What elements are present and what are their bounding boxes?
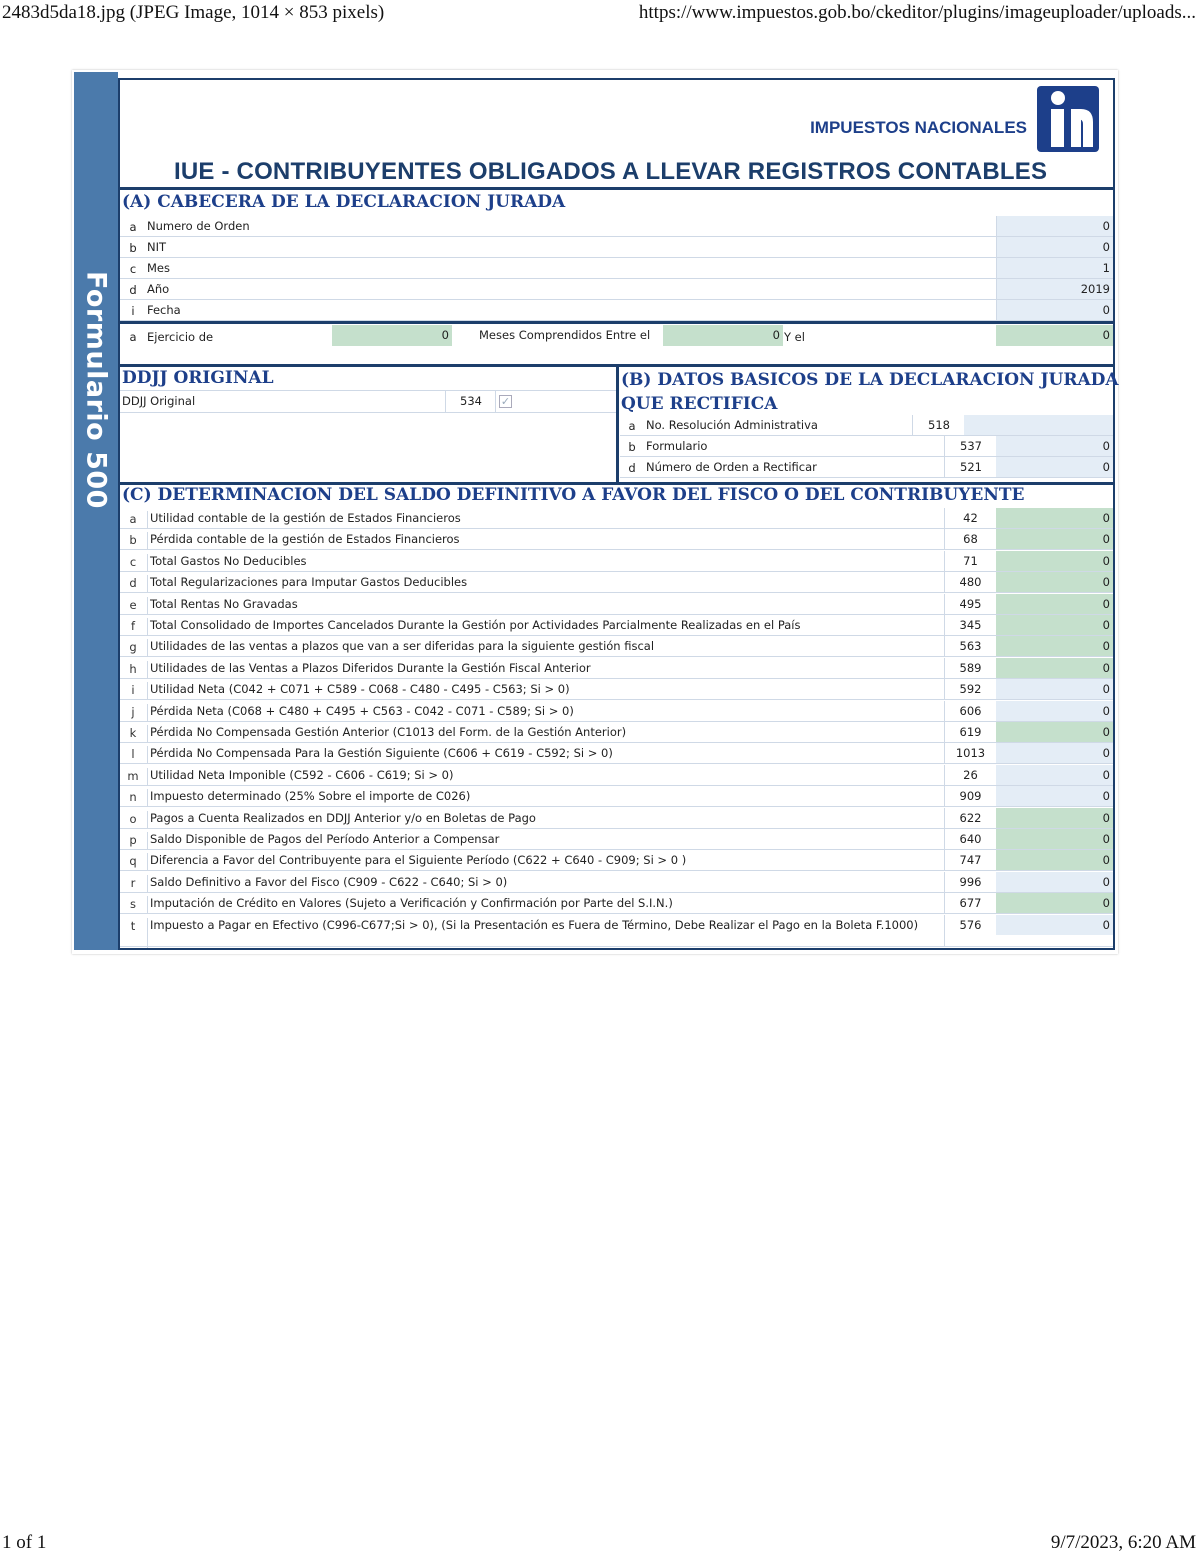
row-code: 42 xyxy=(944,508,996,529)
section-b-title xyxy=(621,368,1119,416)
form-content xyxy=(118,78,1119,950)
ejercicio-label: Ejercicio de xyxy=(147,330,214,344)
row-code: 622 xyxy=(944,808,996,829)
row-letter: o xyxy=(129,811,137,826)
row-letter: c xyxy=(129,554,137,569)
ddjj-label: DDJJ Original xyxy=(122,394,196,408)
determinacion-row xyxy=(120,893,1113,914)
row-value[interactable]: 0 xyxy=(996,572,1113,592)
row-label: Mes xyxy=(147,261,170,275)
row-letter: d xyxy=(129,283,137,297)
row-code: 495 xyxy=(944,594,996,615)
header-row xyxy=(120,300,1113,321)
row-label: Utilidades de las ventas a plazos que van a ser diferidas para la siguiente gestión fiscal xyxy=(147,639,654,657)
header-row xyxy=(120,258,1113,279)
row-value[interactable]: 0 xyxy=(996,701,1113,721)
ddjj-checkbox[interactable]: ✓ xyxy=(500,395,511,408)
row-label: Fecha xyxy=(147,303,181,317)
side-label: Formulario 500 xyxy=(80,271,112,509)
row-letter: d xyxy=(129,576,137,591)
print-header-url: https://www.impuestos.gob.bo/ckeditor/plugins/imageuploader/uploads... xyxy=(638,2,1196,23)
yel-label: Y el xyxy=(784,330,805,344)
row-label: Diferencia a Favor del Contribuyente para el Siguiente Período (C622 + C640 - C909; Si > 0 ) xyxy=(147,853,686,871)
row-value[interactable]: 0 xyxy=(996,636,1113,656)
ddjj-row xyxy=(120,390,616,413)
section-b-title-line2: QUE RECTIFICA xyxy=(621,394,778,414)
row-label: Impuesto determinado (25% Sobre el importe de C026) xyxy=(147,789,470,807)
header-row xyxy=(120,237,1113,258)
rectifica-row xyxy=(620,457,1113,478)
rectifica-row xyxy=(620,415,1113,436)
row-code: 640 xyxy=(944,829,996,850)
determinacion-row xyxy=(120,786,1113,807)
section-b-title-line1: (B) DATOS BASICOS DE LA DECLARACION JURADA xyxy=(621,370,1119,390)
section-c-title: (C) DETERMINACION DEL SALDO DEFINITIVO A FAVOR DEL FISCO O DEL CONTRIBUYENTE xyxy=(122,485,1025,505)
print-header-title: 2483d5da18.jpg (JPEG Image, 1014 × 853 pixels) xyxy=(2,2,385,23)
row-letter: i xyxy=(131,683,135,698)
row-letter: b xyxy=(129,241,137,255)
row-letter: q xyxy=(129,854,137,869)
ddjj-code: 534 xyxy=(445,391,496,412)
row-code: 909 xyxy=(944,786,996,807)
row-value[interactable]: 0 xyxy=(996,457,1113,477)
row-label: Saldo Definitivo a Favor del Fisco (C909 - C622 - C640; Si > 0) xyxy=(147,875,507,893)
row-letter: a xyxy=(129,512,137,526)
row-label: NIT xyxy=(147,240,167,254)
row-label: Número de Orden a Rectificar xyxy=(646,460,817,474)
determinacion-row xyxy=(120,850,1113,871)
determinacion-row xyxy=(120,808,1113,829)
row-letter: e xyxy=(129,597,137,612)
row-code: 71 xyxy=(944,551,996,572)
row-label: Utilidades de las Ventas a Plazos Diferidos Durante la Gestión Fiscal Anterior xyxy=(147,661,591,679)
impuestos-logo-icon xyxy=(1037,86,1099,152)
row-label: Pérdida Neta (C068 + C480 + C495 + C563 - C042 - C071 - C589; Si > 0) xyxy=(147,704,574,722)
determinacion-row xyxy=(120,572,1113,593)
meses-label: Meses Comprendidos Entre el xyxy=(479,328,651,342)
row-label: Pagos a Cuenta Realizados en DDJJ Anterior y/o en Boletas de Pago xyxy=(147,811,536,829)
determinacion-row xyxy=(120,636,1113,657)
row-label: Pérdida No Compensada Para la Gestión Siguiente (C606 + C619 - C592; Si > 0) xyxy=(147,746,613,764)
row-letter: f xyxy=(130,619,136,633)
row-code: 747 xyxy=(944,850,996,871)
row-code: 563 xyxy=(944,636,996,657)
row-letter: g xyxy=(129,640,137,655)
row-value[interactable]: 0 xyxy=(996,743,1113,763)
meses-value[interactable]: 0 xyxy=(663,325,783,346)
row-value[interactable]: 0 xyxy=(996,765,1113,785)
row-letter: a xyxy=(129,220,137,234)
row-value[interactable]: 2019 xyxy=(996,279,1113,299)
row-code: 537 xyxy=(944,436,997,457)
row-value[interactable]: 1 xyxy=(996,258,1113,278)
row-label: Total Rentas No Gravadas xyxy=(147,597,298,615)
print-footer-page: 1 of 1 xyxy=(2,1532,47,1553)
row-value[interactable]: 0 xyxy=(996,216,1113,236)
row-label: Imputación de Crédito en Valores (Sujeto a Verificación y Confirmación por Parte del S.I.N.) xyxy=(147,896,673,914)
row-code: 592 xyxy=(944,679,996,700)
row-code: 606 xyxy=(944,701,996,722)
header-row xyxy=(120,279,1113,300)
rectifica-row xyxy=(620,436,1113,457)
row-code: 68 xyxy=(944,529,996,550)
determinacion-row xyxy=(120,679,1113,700)
row-value[interactable]: 0 xyxy=(996,850,1113,870)
row-value[interactable]: 0 xyxy=(996,551,1113,571)
row-value[interactable]: 0 xyxy=(996,786,1113,806)
row-value[interactable]: 0 xyxy=(996,508,1113,528)
row-code: 480 xyxy=(944,572,996,593)
determinacion-row xyxy=(120,765,1113,786)
determinacion-row xyxy=(120,508,1113,529)
determinacion-row xyxy=(120,701,1113,722)
row-value[interactable]: 0 xyxy=(996,679,1113,699)
row-value[interactable]: 0 xyxy=(996,722,1113,742)
row-code: 521 xyxy=(944,457,997,478)
row-value[interactable]: 0 xyxy=(996,529,1113,549)
row-letter: b xyxy=(129,533,137,548)
row-label: Impuesto a Pagar en Efectivo (C996-C677;Si > 0), (Si la Presentación es Fuera de Término, Debe Realizar el Pago en la Boleta F.1000) xyxy=(147,918,940,948)
row-value[interactable]: 0 xyxy=(996,893,1113,913)
row-label: Año xyxy=(147,282,170,296)
row-value[interactable]: 0 xyxy=(996,594,1113,614)
row-label: Saldo Disponible de Pagos del Período Anterior a Compensar xyxy=(147,832,499,850)
row-letter: t xyxy=(130,918,136,933)
ejercicio-value[interactable]: 0 xyxy=(332,325,452,346)
row-code: 26 xyxy=(944,765,996,786)
row-label: Utilidad contable de la gestión de Estados Financieros xyxy=(147,511,461,529)
ejercicio-letter: a xyxy=(129,330,137,344)
header-row xyxy=(120,216,1113,237)
row-letter: i xyxy=(131,304,135,318)
determinacion-row xyxy=(120,615,1113,636)
row-label: Utilidad Neta (C042 + C071 + C589 - C068 - C480 - C495 - C563; Si > 0) xyxy=(147,682,570,700)
row-value[interactable]: 0 xyxy=(996,237,1113,257)
determinacion-row xyxy=(120,529,1113,550)
row-code: 518 xyxy=(912,415,965,436)
row-code: 589 xyxy=(944,658,996,679)
row-letter: l xyxy=(131,747,135,762)
row-letter: n xyxy=(129,790,137,805)
form-500-image xyxy=(72,70,1118,954)
row-label: Numero de Orden xyxy=(147,219,250,233)
determinacion-row xyxy=(120,829,1113,850)
row-label: Pérdida No Compensada Gestión Anterior (C1013 del Form. de la Gestión Anterior) xyxy=(147,725,626,743)
row-letter: d xyxy=(628,461,636,475)
row-letter: h xyxy=(129,661,137,676)
row-letter: m xyxy=(127,768,139,783)
row-label: Total Consolidado de Importes Cancelados Durante la Gestión por Actividades Parcialmente Realizadas en el País xyxy=(147,618,801,636)
row-code: 345 xyxy=(944,615,996,636)
row-value[interactable]: 0 xyxy=(996,300,1113,320)
row-letter: r xyxy=(130,875,136,890)
print-footer-date: 9/7/2023, 6:20 AM xyxy=(1050,1532,1196,1553)
row-value[interactable]: 0 xyxy=(996,829,1113,849)
row-value[interactable]: 0 xyxy=(996,915,1113,935)
form-title: IUE - CONTRIBUYENTES OBLIGADOS A LLEVAR REGISTROS CONTABLES xyxy=(174,158,1048,185)
row-letter: c xyxy=(129,262,137,276)
row-label: Utilidad Neta Imponible (C592 - C606 - C619; Si > 0) xyxy=(147,768,453,786)
row-code: 576 xyxy=(944,915,996,947)
determinacion-row xyxy=(120,743,1113,764)
row-value[interactable]: 0 xyxy=(996,808,1113,828)
row-value[interactable]: 0 xyxy=(996,615,1113,635)
row-label: Formulario xyxy=(646,439,708,453)
ejercicio-row xyxy=(120,325,1113,359)
row-letter: j xyxy=(131,704,135,719)
row-letter: a xyxy=(628,419,636,433)
row-label: Total Regularizaciones para Imputar Gastos Deducibles xyxy=(147,575,467,593)
yel-value[interactable]: 0 xyxy=(996,325,1113,346)
row-code: 996 xyxy=(944,872,996,893)
section-a-title: (A) CABECERA DE LA DECLARACION JURADA xyxy=(122,192,566,212)
row-value[interactable] xyxy=(964,415,1113,435)
row-label: Total Gastos No Deducibles xyxy=(147,554,307,572)
row-letter: s xyxy=(130,897,136,912)
row-letter: b xyxy=(628,440,636,454)
determinacion-row xyxy=(120,594,1113,615)
ddjj-title: DDJJ ORIGINAL xyxy=(122,368,274,388)
row-value[interactable]: 0 xyxy=(996,872,1113,892)
row-value[interactable]: 0 xyxy=(996,658,1113,678)
brand-name: IMPUESTOS NACIONALES xyxy=(810,118,1027,137)
determinacion-row xyxy=(120,872,1113,893)
side-band xyxy=(74,72,118,950)
row-letter: p xyxy=(129,833,137,847)
row-code: 677 xyxy=(944,893,996,914)
determinacion-row xyxy=(120,722,1113,743)
row-label: Pérdida contable de la gestión de Estados Financieros xyxy=(147,532,460,550)
determinacion-row xyxy=(120,915,1113,947)
row-value[interactable]: 0 xyxy=(996,436,1113,456)
determinacion-row xyxy=(120,658,1113,679)
determinacion-row xyxy=(120,551,1113,572)
row-label: No. Resolución Administrativa xyxy=(646,418,818,432)
row-code: 619 xyxy=(944,722,996,743)
row-letter: k xyxy=(129,726,137,740)
row-code: 1013 xyxy=(944,743,996,764)
